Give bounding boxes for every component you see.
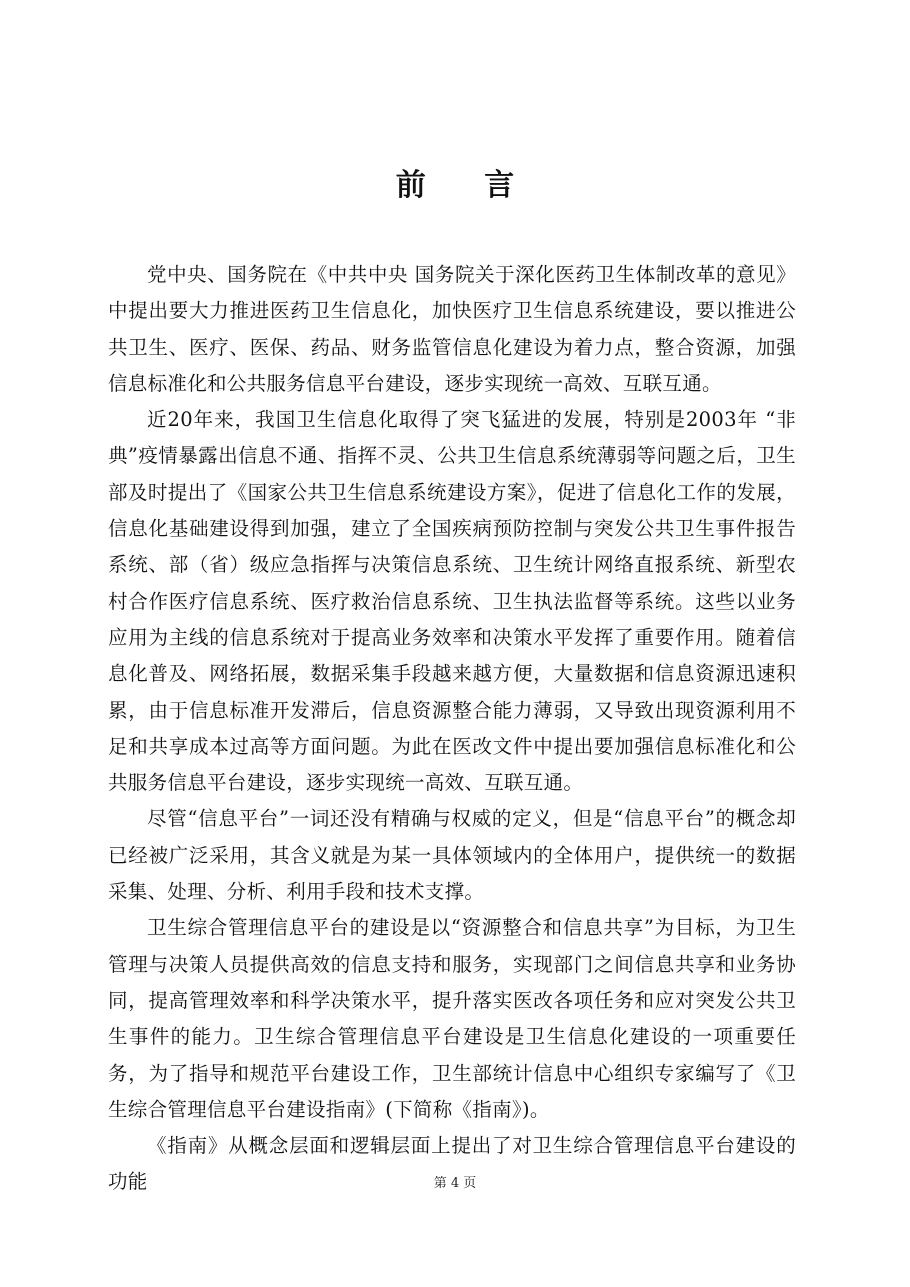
page-number: 第 4 页 — [433, 1176, 477, 1191]
paragraph: 党中央、国务院在《中共中央 国务院关于深化医药卫生体制改革的意见》中提出要大力推进医药卫生信息化，加快医疗卫生信息系统建设，要以推进公共卫生、医疗、医保、药品、财务监管信息化建设为着力点，整合资源，加强信息标准化和公共服务信息平台建设，逐步实现统一高效、互联互通。 — [108, 263, 796, 395]
body-text — [108, 257, 796, 1201]
paragraph: 《指南》从概念层面和逻辑层面上提出了对卫生综合管理信息平台建设的功能 — [108, 1134, 796, 1194]
paragraph: 卫生综合管理信息平台的建设是以“资源整合和信息共享”为目标，为卫生管理与决策人员提供高效的信息支持和服务，实现部门之间信息共享和业务协同，提高管理效率和科学决策水平，提升落实医改各项任务和应对突发公共卫生事件的能力。卫生综合管理信息平台建设是卫生信息化建设的一项重要任务，为了指导和规范平台建设工作，卫生部统计信息中心组织专家编写了《卫生综合管理信息平台建设指南》(下简称《指南》)。 — [108, 916, 796, 1121]
page-title: 前 言 — [395, 168, 539, 203]
paragraph: 近20年来，我国卫生信息化取得了突飞猛进的发展，特别是2003年 “非典”疫情暴露出信息不通、指挥不灵、公共卫生信息系统薄弱等问题之后，卫生部及时提出了《国家公共卫生信息系统建设方案》，促进了信息化工作的发展，信息化基础建设得到加强，建立了全国疾病预防控制与突发公共卫生事件报告系统、部（省）级应急指挥与决策信息系统、卫生统计网络直报系统、新型农村合作医疗信息系统、医疗救治信息系统、卫生执法监督等系统。这些以业务应用为主线的信息系统对于提高业务效率和决策水平发挥了重要作用。随着信息化普及、网络拓展，数据采集手段越来越方便，大量数据和信息资源迅速积累，由于信息标准开发滞后，信息资源整合能力薄弱，又导致出现资源利用不足和共享成本过高等方面问题。为此在医改文件中提出要加强信息标准化和公共服务信息平台建设，逐步实现统一高效、互联互通。 — [108, 408, 796, 795]
paragraph: 尽管“信息平台”一词还没有精确与权威的定义，但是“信息平台”的概念却已经被广泛采用，其含义就是为某一具体领域内的全体用户，提供统一的数据采集、处理、分析、利用手段和技术支撑。 — [108, 807, 796, 904]
